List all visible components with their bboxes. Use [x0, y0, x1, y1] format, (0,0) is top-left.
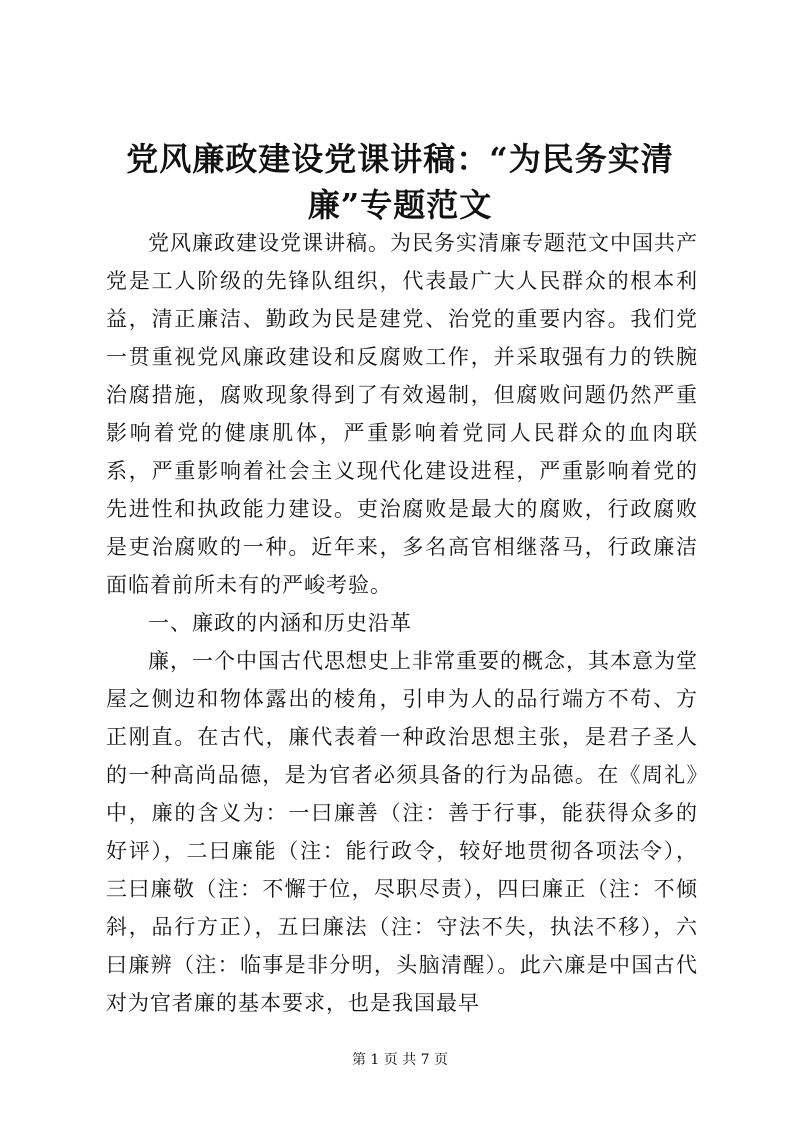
page-number-footer: 第 1 页 共 7 页 — [351, 1052, 449, 1068]
document-body — [106, 224, 698, 1022]
section-heading-1: 一、廉政的内涵和历史沿革 — [148, 611, 412, 635]
document-title: 党风廉政建设党课讲稿：“为民务实清廉”专题范文 — [126, 140, 674, 224]
paragraph-intro: 党风廉政建设党课讲稿。为民务实清廉专题范文中国共产党是工人阶级的先锋队组织，代表最广大人民群众的根本利益，清正廉洁、勤政为民是建党、治党的重要内容。我们党一贯重视党风廉政建设和反腐败工作，并采取强有力的铁腕治腐措施，腐败现象得到了有效遏制，但腐败问题仍然严重影响着党的健康肌体，严重影响着党同人民群众的血肉联系，严重影响着社会主义现代化建设进程，严重影响着党的先进性和执政能力建设。吏治腐败是最大的腐败，行政腐败是吏治腐败的一种。近年来，多名高官相继落马，行政廉洁面临着前所未有的严峻考验。 — [106, 231, 698, 597]
paragraph-lian-definition: 廉，一个中国古代思想史上非常重要的概念，其本意为堂屋之侧边和物体露出的棱角，引申为人的品行端方不苟、方正刚直。在古代，廉代表着一种政治思想主张，是君子圣人的一种高尚品德，是为官者必须具备的行为品德。在《周礼》中，廉的含义为：一曰廉善（注：善于行事，能获得众多的好评），二曰廉能（注：能行政令，较好地贯彻各项法令），三曰廉敬（注：不懈于位，尽职尽责），四曰廉正（注：不倾斜，品行方正），五曰廉法（注：守法不失，执法不移），六曰廉辨（注：临事是非分明，头脑清醒）。此六廉是中国古代对为官者廉的基本要求，也是我国最早 — [106, 649, 698, 1015]
